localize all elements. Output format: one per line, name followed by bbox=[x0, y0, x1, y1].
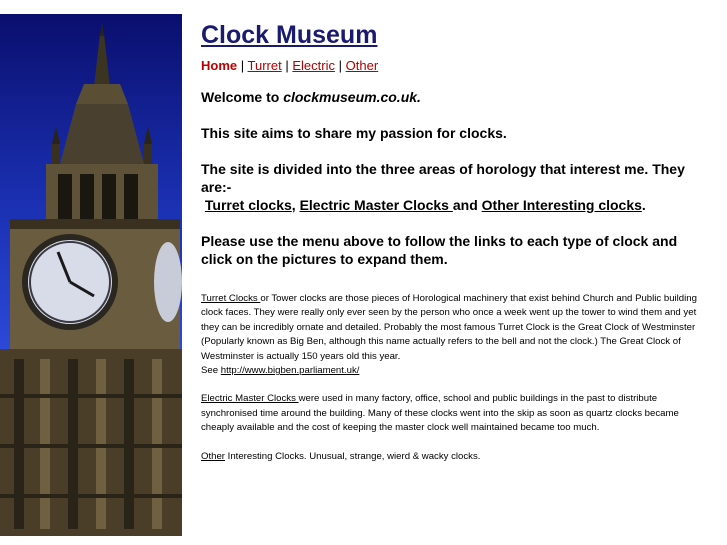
other-paragraph bbox=[201, 450, 711, 464]
nav-electric[interactable]: Electric bbox=[292, 58, 335, 73]
welcome-site: clockmuseum.co.uk. bbox=[283, 89, 421, 105]
intro-period: . bbox=[641, 197, 646, 213]
intro-link-turret[interactable]: Turret clocks bbox=[204, 197, 292, 213]
welcome-prefix: Welcome to bbox=[201, 89, 284, 105]
electric-description: were used in many factory, office, school and public buildings in the past to distribute synchronised time around the building. Many of these clocks went into the skip as soon as quartz clocks became cheaply available and the cost of keeping the master clock well maintained became too much. bbox=[201, 393, 679, 434]
nav-turret[interactable]: Turret bbox=[247, 58, 282, 73]
turret-clocks-link[interactable]: Turret Clocks bbox=[201, 293, 261, 304]
big-ben-image bbox=[0, 14, 182, 536]
please-text: Please use the menu above to follow the links to each type of clock and click on the pictures to expand them. bbox=[201, 233, 678, 267]
electric-paragraph bbox=[201, 392, 711, 435]
divided-sentence: The site is divided into the three areas of horology that interest me. They are:- bbox=[201, 161, 685, 195]
intro-and: and bbox=[452, 197, 482, 213]
divided-text bbox=[201, 160, 711, 214]
nav-home[interactable]: Home bbox=[201, 58, 238, 73]
nav-separator: | bbox=[338, 58, 343, 73]
nav-other[interactable]: Other bbox=[345, 58, 379, 73]
intro-comma: , bbox=[291, 197, 300, 213]
electric-master-clocks-link[interactable]: Electric Master Clocks bbox=[201, 393, 299, 405]
other-clocks-link[interactable]: Other bbox=[201, 450, 225, 462]
bigben-url-link[interactable]: http://www.bigben.parliament.uk/ bbox=[220, 365, 360, 377]
big-ben-illustration bbox=[0, 14, 182, 536]
main-content bbox=[201, 20, 711, 464]
page-title: Clock Museum bbox=[201, 21, 378, 49]
intro-link-electric[interactable]: Electric Master Clocks bbox=[299, 197, 453, 213]
intro-link-other[interactable]: Other Interesting clocks bbox=[481, 197, 642, 213]
top-nav bbox=[201, 58, 711, 74]
see-label: See bbox=[201, 365, 221, 377]
nav-separator: | bbox=[285, 58, 289, 73]
turret-description: or Tower clocks are those pieces of Horological machinery that exist behind Church and Public building clock faces. They were really only ever seen by the person who once a week went up the tower to wind them and yet they can be incredibly ornate and detailed. Probably the most famous Turret Clock is the Great Clock of Westminster (Popularly known as Big Ben, although this name actually refers to the bell and not the clock.) The Great Clock of Westminster is actually 150 years old this year. bbox=[201, 293, 697, 362]
turret-paragraph bbox=[201, 292, 711, 378]
welcome-text bbox=[201, 88, 711, 106]
nav-separator: | bbox=[240, 58, 245, 73]
aims-text: This site aims to share my passion for clocks. bbox=[201, 125, 507, 141]
other-description: Interesting Clocks. Unusual, strange, wierd & wacky clocks. bbox=[225, 450, 481, 462]
